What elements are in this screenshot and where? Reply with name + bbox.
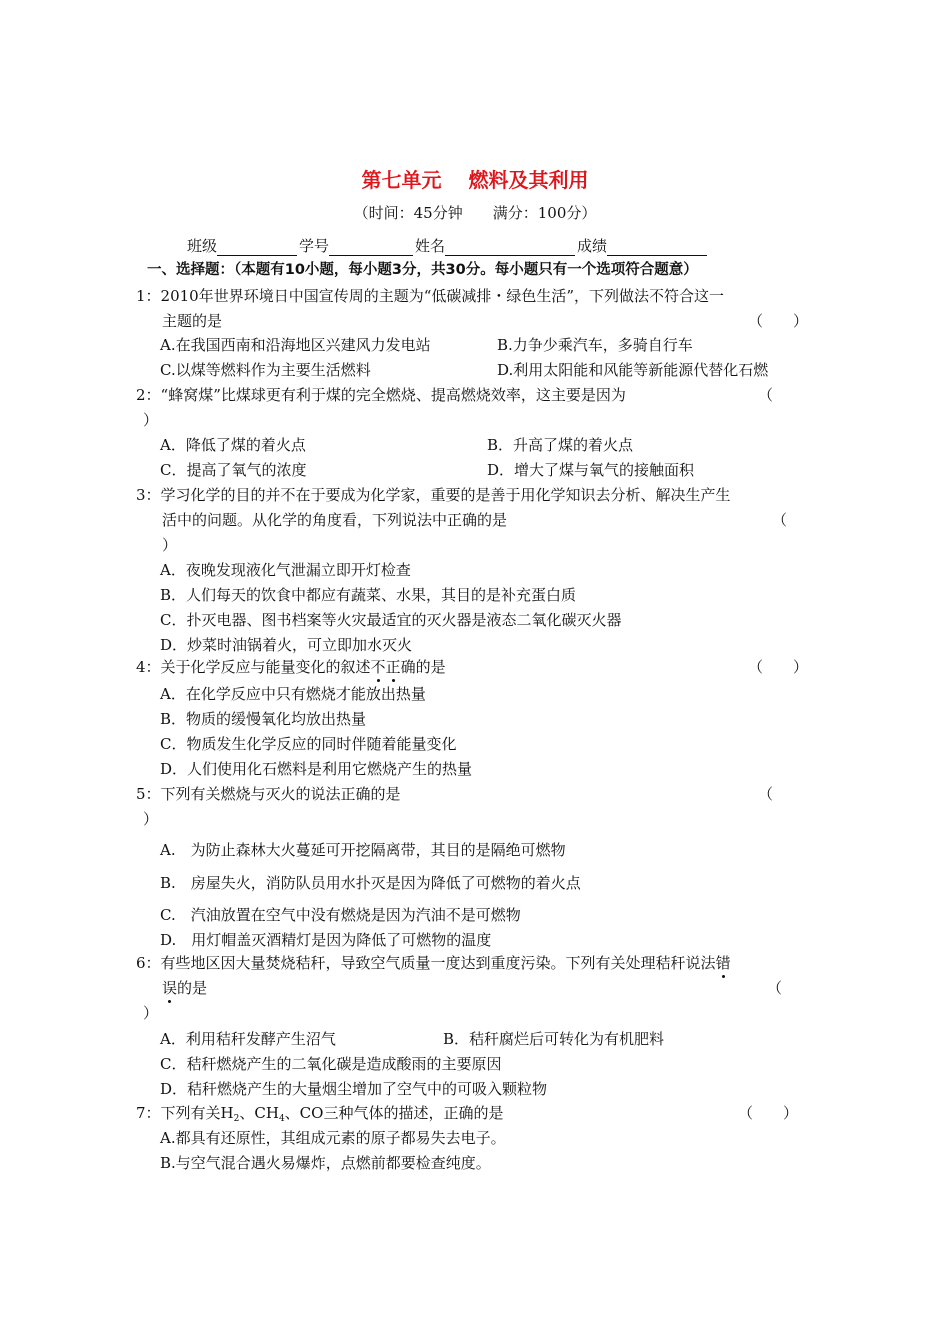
q1-option-c: C.以煤等燃料作为主要生活燃料 xyxy=(160,361,371,379)
q4-stem-pre: 4：关于化学反应与能量变化的叙述 xyxy=(136,658,371,676)
q1-option-a: A.在我国西南和沿海地区兴建风力发电站 xyxy=(160,336,431,354)
q7-answer-paren: （ ） xyxy=(738,1104,799,1122)
q3-option-c: C．扑灭电器、图书档案等火灾最适宜的灭火器是液态二氧化碳灭火器 xyxy=(160,611,622,629)
q5-option-c: C. 汽油放置在空气中没有燃烧是因为汽油不是可燃物 xyxy=(160,906,521,924)
q4-stem xyxy=(136,657,446,677)
q1-option-d: D.利用太阳能和风能等新能源代替化石燃 xyxy=(497,361,769,379)
q1-stem-line2: 主题的是 xyxy=(162,312,223,330)
q6-stem-post: 的是 xyxy=(177,979,208,997)
q4-answer-paren: （ ） xyxy=(748,658,809,676)
q6-option-c: C．秸秆燃烧产生的二氧化碳是造成酸雨的主要原因 xyxy=(160,1055,502,1073)
q2-option-d: D．增大了煤与氧气的接触面积 xyxy=(487,461,695,479)
q4-stem-post: 确的是 xyxy=(400,658,446,676)
field-label-name: 姓名 xyxy=(415,237,446,255)
q2-paren-close: ） xyxy=(143,411,159,429)
q2-option-b: B．升高了煤的着火点 xyxy=(487,436,634,454)
field-label-class: 班级 xyxy=(187,237,218,255)
q6-option-d: D．秸秆燃烧产生的大量烟尘增加了空气中的可吸入颗粒物 xyxy=(160,1080,548,1098)
q3-stem-line1: 3：学习化学的目的并不在于要成为化学家，重要的是善于用化学知识去分析、解决生产生 xyxy=(136,486,731,504)
q2-paren-open: （ xyxy=(758,386,774,404)
q4-emphasis-char: 正 xyxy=(385,658,401,676)
q4-option-d: D．人们使用化石燃料是利用它燃烧产生的热量 xyxy=(160,760,473,778)
q3-paren-close: ） xyxy=(162,536,178,554)
q5-option-a: A. 为防止森林大火蔓延可开挖隔离带，其目的是隔绝可燃物 xyxy=(160,841,566,859)
field-label-id: 学号 xyxy=(299,237,330,255)
q2-option-c: C．提高了氧气的浓度 xyxy=(160,461,307,479)
q6-stem-line2 xyxy=(162,978,207,998)
q1-stem-line1: 1：2010年世界环境日中国宣传周的主题为“低碳减排・绿色生活”，下列做法不符合这一 xyxy=(136,287,725,305)
field-label-score: 成绩 xyxy=(577,237,608,255)
page-title: 第七单元 燃料及其利用 xyxy=(361,168,589,192)
q6-stem-line1 xyxy=(136,953,731,973)
name-field[interactable] xyxy=(445,239,575,256)
q6-paren-close: ） xyxy=(143,1004,159,1022)
q6-emphasis-char: 误 xyxy=(162,979,178,997)
q2-stem-line1: 2：“蜂窝煤”比煤球更有利于煤的完全燃烧、提高燃烧效率，这主要是因为 xyxy=(136,386,626,404)
q6-stem-pre: 6：有些地区因大量焚烧秸秆，导致空气质量一度达到重度污染。下列有关处理秸秆说法 xyxy=(136,954,716,972)
q7-stem-pre: 7：下列有关H xyxy=(136,1104,234,1122)
q6-option-a: A．利用秸秆发酵产生沼气 xyxy=(160,1030,336,1048)
q4-option-c: C．物质发生化学反应的同时伴随着能量变化 xyxy=(160,735,457,753)
q3-paren-open: （ xyxy=(772,511,788,529)
q7-subscript: 2 xyxy=(233,1114,240,1124)
q7-option-a: A.都具有还原性，其组成元素的原子都易失去电子。 xyxy=(160,1129,506,1147)
q7-option-b: B.与空气混合遇火易爆炸，点燃前都要检查纯度。 xyxy=(160,1154,491,1172)
q4-option-a: A．在化学反应中只有燃烧才能放出热量 xyxy=(160,685,426,703)
q1-answer-paren: （ ） xyxy=(748,312,809,330)
q7-subscript: 4 xyxy=(278,1114,285,1124)
class-field[interactable] xyxy=(217,239,297,256)
q3-option-b: B．人们每天的饮食中都应有蔬菜、水果，其目的是补充蛋白质 xyxy=(160,586,577,604)
exam-subtitle: （时间：45分钟 满分：100分） xyxy=(353,204,597,222)
q6-paren-open: （ xyxy=(767,979,783,997)
q3-stem-line2: 活中的问题。从化学的角度看，下列说法中正确的是 xyxy=(162,511,508,529)
q6-emphasis-char: 错 xyxy=(715,954,731,972)
q5-paren-open: （ xyxy=(758,785,774,803)
q6-option-b: B．秸秆腐烂后可转化为有机肥料 xyxy=(443,1030,665,1048)
q4-option-b: B．物质的缓慢氧化均放出热量 xyxy=(160,710,367,728)
section-heading: 一、选择题：（本题有10小题，每小题3分，共30分。每小题只有一个选项符合题意） xyxy=(147,262,698,278)
q4-emphasis-char: 不 xyxy=(370,658,386,676)
q5-option-b: B. 房屋失火，消防队员用水扑灭是因为降低了可燃物的着火点 xyxy=(160,874,581,892)
q1-option-b: B.力争少乘汽车，多骑自行车 xyxy=(497,336,693,354)
score-field[interactable] xyxy=(607,239,707,256)
q2-option-a: A．降低了煤的着火点 xyxy=(160,436,306,454)
q7-stem-mid: 、CH xyxy=(239,1104,279,1122)
q3-option-a: A．夜晚发现液化气泄漏立即开灯检查 xyxy=(160,561,411,579)
q3-option-d: D．炒菜时油锅着火，可立即加水灭火 xyxy=(160,636,413,654)
q5-paren-close: ） xyxy=(143,810,159,828)
q7-stem xyxy=(136,1103,503,1129)
q5-stem: 5：下列有关燃烧与灭火的说法正确的是 xyxy=(136,785,401,803)
q5-option-d: D. 用灯帽盖灭酒精灯是因为降低了可燃物的温度 xyxy=(160,931,492,949)
student-info-row xyxy=(187,236,709,256)
student-id-field[interactable] xyxy=(329,239,413,256)
q7-stem-post: 、CO三种气体的描述，正确的是 xyxy=(284,1104,504,1122)
